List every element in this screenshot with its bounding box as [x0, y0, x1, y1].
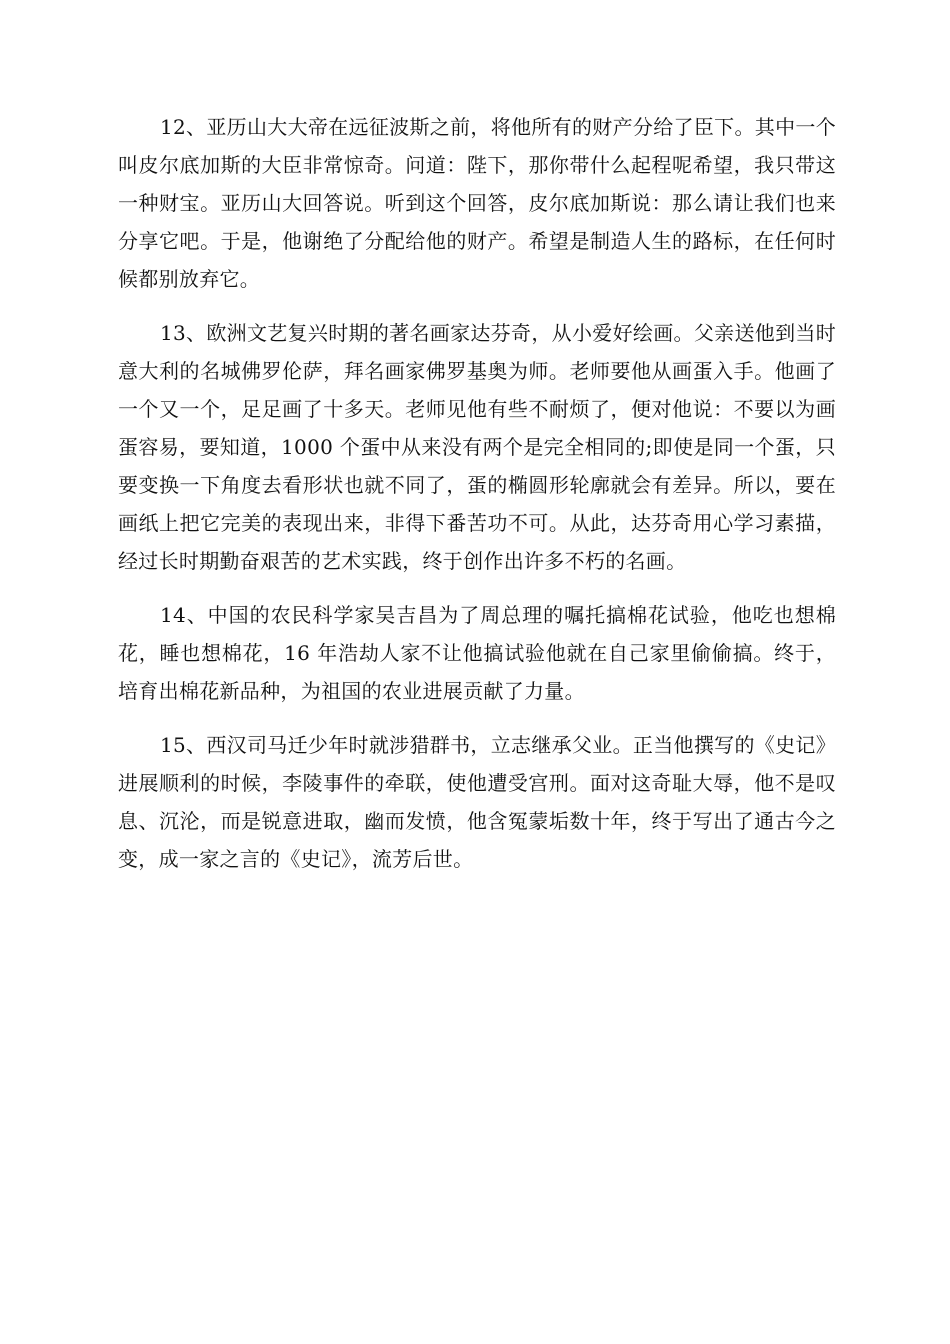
paragraph-13: 13、欧洲文艺复兴时期的著名画家达芬奇，从小爱好绘画。父亲送他到当时意大利的名城佛罗伦萨，拜名画家佛罗基奥为师。老师要他从画蛋入手。他画了一个又一个，足足画了十多天。老师见他有些不耐烦了，便对他说：不要以为画蛋容易，要知道，1000 个蛋中从来没有两个是完全相同的;即使是同一个蛋，只要变换一下角度去看形状也就不同了，蛋的椭圆形轮廓就会有差异。所以，要在画纸上把它完美的表现出来，非得下番苦功不可。从此，达芬奇用心学习素描，经过长时期勤奋艰苦的艺术实践，终于创作出许多不朽的名画。	[118, 321, 836, 573]
document-body	[118, 108, 836, 894]
paragraph-12: 12、亚历山大大帝在远征波斯之前，将他所有的财产分给了臣下。其中一个叫皮尔底加斯的大臣非常惊奇。问道：陛下，那你带什么起程呢希望，我只带这一种财宝。亚历山大回答说。听到这个回答，皮尔底加斯说：那么请让我们也来分享它吧。于是，他谢绝了分配给他的财产。希望是制造人生的路标，在任何时候都别放弃它。	[118, 115, 836, 291]
paragraph-14: 14、中国的农民科学家吴吉昌为了周总理的嘱托搞棉花试验，他吃也想棉花，睡也想棉花，16 年浩劫人家不让他搞试验他就在自己家里偷偷搞。终于，培育出棉花新品种，为祖国的农业进展贡献了力量。	[118, 603, 836, 703]
paragraph-15: 15、西汉司马迁少年时就涉猎群书，立志继承父业。正当他撰写的《史记》进展顺利的时候，李陵事件的牵联，使他遭受宫刑。面对这奇耻大辱，他不是叹息、沉沦，而是锐意进取，幽而发愤，他含冤蒙垢数十年，终于写出了通古今之变，成一家之言的《史记》，流芳后世。	[118, 733, 836, 871]
